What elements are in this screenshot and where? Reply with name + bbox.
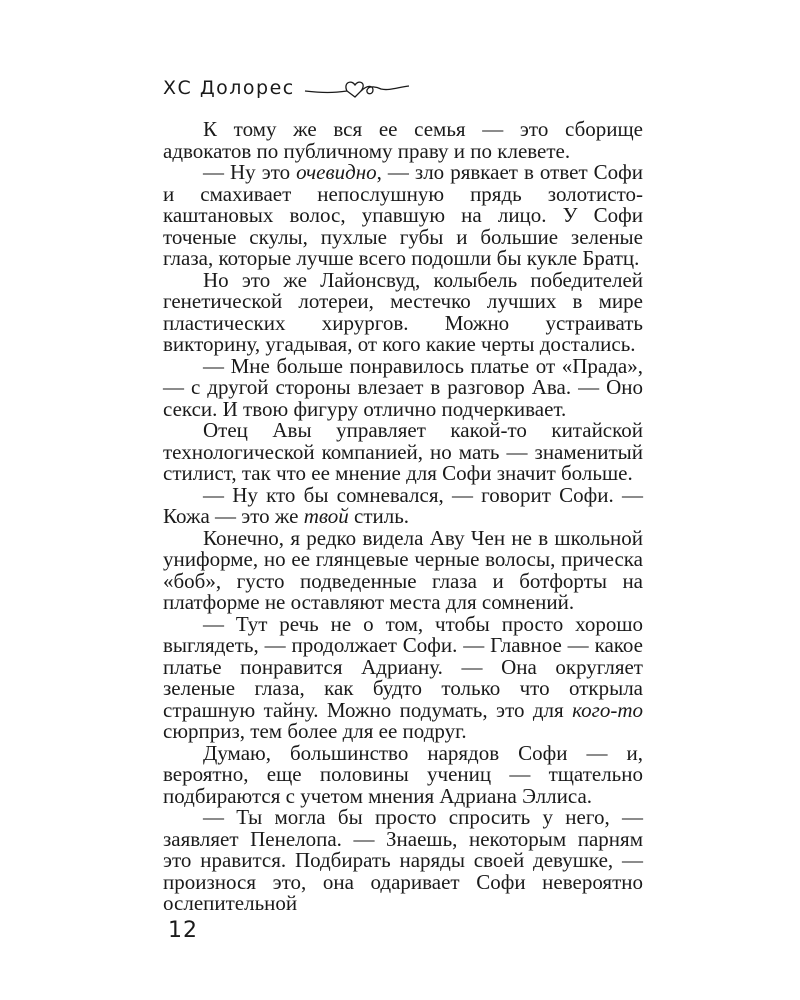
- paragraph: [163, 119, 643, 162]
- text-run: сюрприз, тем более для ее подруг.: [163, 719, 467, 743]
- text-run: , — зло рявкает в ответ Софи и смахивает непослушную прядь золотисто-каштановых волос, упавшую на лицо. У Софи точеные скулы, пухлые губы и большие зеленые глаза, которые лучше всего подошли бы кукле Братц.: [163, 160, 643, 270]
- page-number: 12: [168, 918, 198, 943]
- text-run: стиль.: [348, 504, 410, 528]
- text-run: — Ну кто бы сомневался, — говорит Софи. — Кожа — это же: [163, 482, 643, 528]
- paragraph: [163, 420, 643, 485]
- text-run: Но это же Лайонсвуд, колыбель победителей генетической лотереи, местечко лучших в мире пластических хирургов. Можно устраивать викторину, угадывая, от кого какие черты достались.: [163, 267, 643, 356]
- paragraph: [163, 740, 643, 808]
- text-run: Думаю, большинство нарядов Софи — и, вероятно, еще половины учениц — тщательно подбираются с учетом мнения Адриана Эллиса.: [163, 740, 643, 808]
- text-run: — Ты могла бы просто спросить у него, — заявляет Пенелопа. — Знаешь, некоторым парням это нравится. Подбирать наряды своей девушке, — произнося это, она одаривает Софи невероятно ослепительной: [163, 805, 643, 915]
- text-run: — Мне больше понравилось платье от «Прада», — с другой стороны влезает в разговор Ава. — Оно секси. И твою фигуру отлично подчеркивает.: [163, 353, 643, 421]
- emphasis-text: очевидно: [296, 160, 377, 184]
- running-head: [163, 68, 413, 108]
- text-run: — Ну это: [203, 160, 297, 184]
- text-run: Отец Авы управляет какой-то китайской технологической компанией, но мать — знаменитый стилист, так что ее мнение для Софи значит больше.: [163, 418, 643, 485]
- emphasis-text: кого-то: [572, 697, 643, 722]
- heart-flourish-icon: [303, 73, 413, 103]
- paragraph: [163, 611, 643, 743]
- text-run: К тому же вся ее семья — это сборище адвокатов по публичному праву и по клевете.: [163, 117, 643, 163]
- body-text: [163, 119, 643, 915]
- text-run: Конечно, я редко видела Аву Чен не в школьной униформе, но ее глянцевые черные волосы, прическа «боб», густо подведенные глаза и ботфорты на платформе не оставляют места для сомнений.: [163, 525, 643, 614]
- paragraph: [163, 482, 643, 528]
- paragraph: [163, 807, 643, 915]
- paragraph: [163, 162, 643, 270]
- author-name: ХС Долорес: [163, 77, 295, 99]
- paragraph: [163, 525, 643, 614]
- text-run: — Тут речь не о том, чтобы просто хорошо выглядеть, — продолжает Софи. — Главное — какое платье понравится Адриану. — Она округляет зеленые глаза, как будто только что открыла страшную тайну. Можно подумать, это для: [163, 611, 643, 722]
- paragraph: [163, 353, 643, 421]
- emphasis-text: твой: [303, 504, 349, 528]
- paragraph: [163, 267, 643, 356]
